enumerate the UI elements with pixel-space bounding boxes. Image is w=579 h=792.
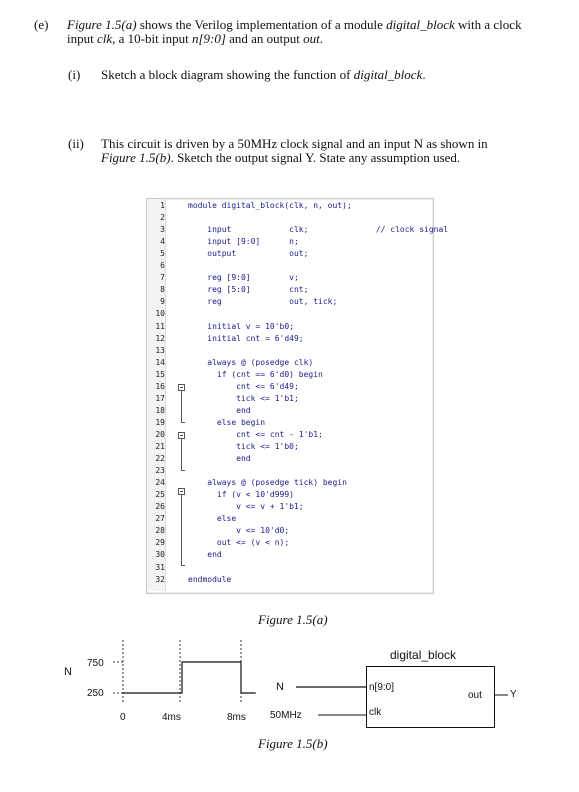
part-ii-line-2 (101, 151, 460, 165)
line-number: 30 (155, 550, 165, 560)
question-text: . (319, 31, 324, 46)
figure-b-caption: Figure 1.5(b) (258, 736, 328, 751)
code-line: reg [5:0] cnt; (188, 285, 309, 295)
code-line: input [9:0] n; (188, 237, 299, 247)
part-i-label: (i) (68, 67, 81, 82)
x-tick-label: 8ms (227, 712, 246, 723)
part-ii-label: (ii) (68, 136, 84, 151)
figure-ref: Figure 1.5(a) (67, 17, 137, 32)
code-line: v <= v + 1'b1; (188, 502, 304, 512)
question-text: , a 10-bit input (112, 31, 192, 46)
line-number: 24 (155, 478, 165, 488)
signal-name: out (303, 31, 320, 46)
line-number: 23 (155, 466, 165, 476)
line-number: 14 (155, 357, 165, 367)
figure-a-caption: Figure 1.5(a) (258, 612, 328, 627)
line-number: 32 (155, 574, 165, 584)
line-number: 17 (155, 393, 165, 403)
line-number: 4 (160, 237, 165, 247)
question-line-2 (67, 32, 323, 46)
line-number: 21 (155, 442, 165, 451)
line-number: 31 (155, 562, 165, 572)
code-line: tick <= 1'b1; (188, 393, 299, 403)
line-number: 28 (155, 526, 165, 536)
line-number: 15 (155, 369, 165, 379)
line-number: 26 (155, 502, 165, 512)
code-line: end (188, 550, 222, 560)
waveform-axis-label: N (64, 666, 72, 678)
line-number: 29 (155, 538, 165, 548)
signal-trace (123, 662, 256, 693)
block-title: digital_block (390, 648, 457, 662)
code-line: initial v = 10'b0; (188, 321, 294, 331)
fold-guide-end (181, 422, 185, 423)
fold-guide (181, 495, 182, 565)
fold-guide-end (181, 470, 185, 471)
y-tick-label: 750 (87, 658, 104, 669)
question-text: Sketch a block diagram showing the function of (101, 67, 354, 82)
port-n-label: n[9:0] (369, 682, 395, 693)
block-wires (290, 680, 520, 730)
code-line: module digital_block(clk, n, out); (188, 201, 352, 210)
code-line: endmodule (188, 574, 232, 584)
line-number: 5 (160, 249, 165, 259)
code-line: tick <= 1'b0; (188, 442, 299, 451)
line-number: 1 (160, 201, 165, 210)
signal-name: n[9:0] (191, 31, 226, 46)
code-line: v <= 10'd0; (188, 526, 290, 536)
question-text: shows the Verilog implementation of a module (136, 17, 387, 32)
question-text: and an output (225, 31, 304, 46)
line-number: 13 (155, 345, 165, 355)
code-line: out <= (v < n); (188, 538, 290, 548)
question-text: with a clock (454, 17, 522, 32)
fold-marker-icon (178, 488, 185, 495)
port-clk-label: clk (369, 707, 382, 718)
line-number: 3 (160, 225, 165, 235)
question-line-1 (67, 18, 522, 32)
code-line: always @ (posedge tick) begin (188, 478, 347, 488)
line-number: 18 (155, 405, 165, 415)
fold-marker-icon (178, 432, 185, 439)
code-line: output out; (188, 249, 309, 259)
line-number: 11 (155, 321, 165, 331)
question-text: . (422, 67, 426, 82)
question-label: (e) (34, 17, 49, 32)
line-number: 16 (155, 381, 165, 391)
code-line: end (188, 405, 251, 415)
line-number: 7 (160, 273, 165, 283)
code-line: reg [9:0] v; (188, 273, 299, 283)
line-number: 22 (155, 454, 165, 464)
code-line: if (cnt == 6'd0) begin (188, 369, 323, 379)
line-number: 20 (155, 429, 165, 439)
input-clk-label: 50MHz (270, 710, 302, 721)
code-line: if (v < 10'd999) (188, 490, 294, 500)
code-line: else begin (188, 417, 266, 427)
code-line: reg out, tick; (188, 297, 338, 307)
code-line: cnt <= cnt - 1'b1; (188, 429, 323, 439)
question-text: input (67, 31, 97, 46)
line-number: 10 (155, 309, 165, 319)
line-number: 25 (155, 490, 165, 500)
line-number: 27 (155, 514, 165, 524)
signal-name: clk (96, 31, 113, 46)
line-number: 6 (160, 261, 165, 271)
code-line: input clk; // clock signal (188, 225, 449, 235)
figure-ref: Figure 1.5(b) (101, 150, 171, 165)
question-text: . Sketch the output signal Y. State any assumption used. (170, 150, 461, 165)
line-number: 12 (155, 333, 165, 343)
fold-marker-icon (178, 384, 185, 391)
y-tick-label: 250 (87, 688, 104, 699)
x-tick-label: 0 (120, 712, 126, 723)
fold-guide (181, 391, 182, 422)
line-number: 8 (160, 285, 165, 295)
line-number: 9 (160, 297, 165, 307)
code-line: end (188, 454, 251, 464)
x-tick-label: 4ms (162, 712, 181, 723)
line-number: 2 (160, 213, 165, 223)
output-y-label: Y (510, 689, 517, 700)
line-number: 19 (155, 417, 165, 427)
code-line: cnt <= 6'd49; (188, 381, 299, 391)
input-n-label: N (276, 681, 284, 693)
fold-guide (181, 439, 182, 470)
fold-guide-end (181, 565, 185, 566)
code-line: else (188, 514, 237, 524)
code-line: always @ (posedge clk) (188, 357, 314, 367)
port-out-label: out (468, 690, 482, 701)
code-line: initial cnt = 6'd49; (188, 333, 304, 343)
module-name: digital_block (386, 17, 455, 32)
part-i-text (101, 68, 426, 82)
part-ii-line-1: This circuit is driven by a 50MHz clock signal and an input N as shown in (101, 136, 488, 151)
module-name: digital_block (353, 67, 423, 82)
